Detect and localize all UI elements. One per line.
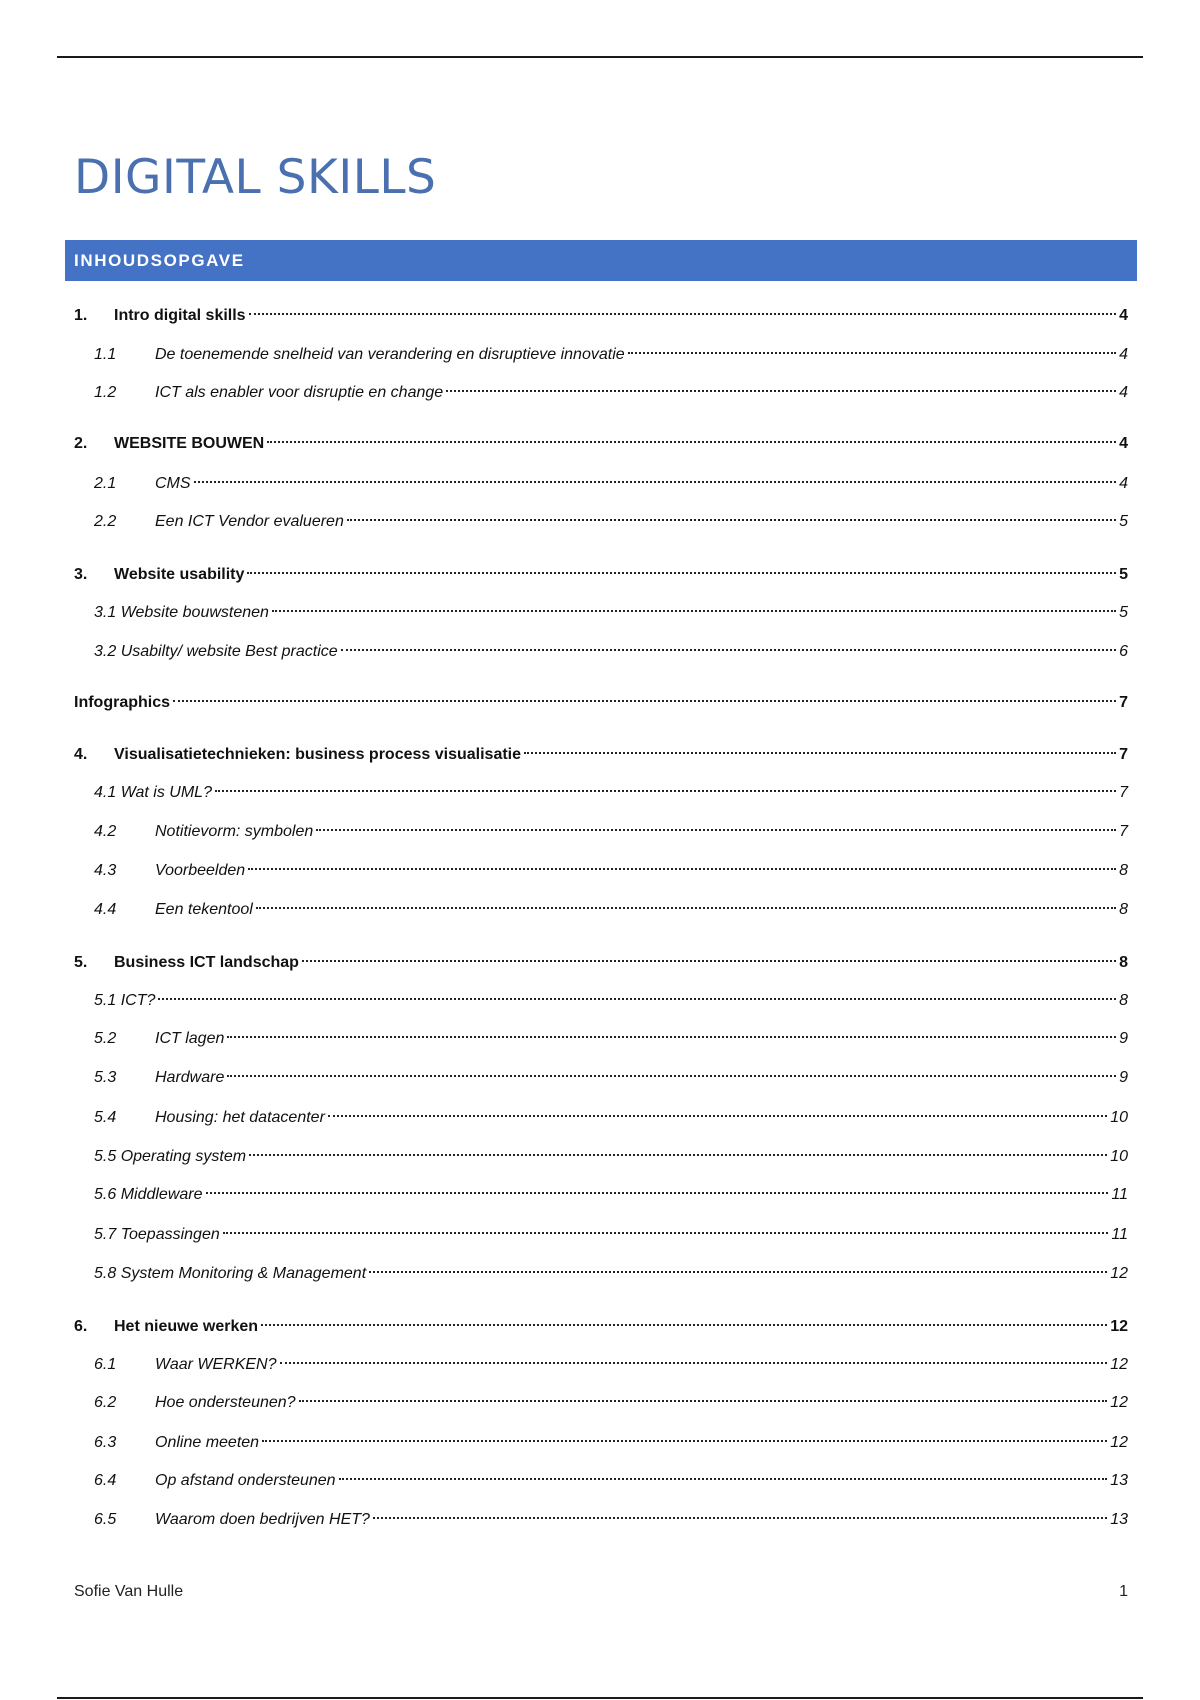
toc-entry-title: Hoe ondersteunen? [155,1394,296,1411]
toc-entry-number: 4.3 [94,862,117,879]
toc-entry-page: 7 [1119,746,1128,763]
footer-author: Sofie Van Hulle [74,1583,184,1600]
toc-entry-page: 4 [1119,307,1128,324]
toc-entry-page: 6 [1119,643,1128,660]
toc-entry-page: 11 [1111,1226,1128,1243]
toc-entry-page: 10 [1110,1109,1128,1126]
toc-entry[interactable] [94,1145,1128,1169]
toc-entry[interactable] [74,304,1128,328]
toc-entry-page: 9 [1119,1030,1128,1047]
toc-entry[interactable] [74,563,1128,587]
toc-entry-title: Voorbeelden [155,862,246,879]
toc-entry-number: 5.3 [94,1069,117,1086]
toc-entry-title: Hardware [155,1069,225,1086]
toc-entry-title: 3.2 Usabilty/ website Best practice [94,643,338,660]
toc-entry[interactable] [94,859,1128,883]
toc-leader-dots [524,752,1116,754]
toc-entry-number: 5.4 [94,1109,117,1126]
toc-leader-dots [215,790,1116,792]
toc-entry[interactable] [94,1391,1128,1415]
toc-entry[interactable] [94,1223,1128,1247]
toc-entry-title: Op afstand ondersteunen [155,1472,336,1489]
toc-leader-dots [206,1192,1109,1194]
footer-page-number: 1 [1119,1583,1128,1600]
toc-entry-page: 5 [1119,513,1128,530]
toc-leader-dots [261,1324,1107,1326]
toc-entry[interactable] [94,1508,1128,1532]
toc-leader-dots [223,1232,1109,1234]
toc-entry-page: 8 [1119,954,1128,971]
toc-entry-number: 6.3 [94,1434,117,1451]
toc-entry[interactable] [94,898,1128,922]
toc-entry-page: 4 [1119,384,1128,401]
toc-entry-page: 12 [1110,1434,1128,1451]
toc-entry-title: 5.1 ICT? [94,992,156,1009]
document-title: DIGITAL SKILLS [74,150,437,205]
toc-entry-title: 5.5 Operating system [94,1148,247,1165]
toc-entry-title: Waar WERKEN? [155,1356,277,1373]
toc-entry-number: 5.2 [94,1030,117,1047]
toc-entry-title: ICT lagen [155,1030,225,1047]
toc-entry-title: Een tekentool [155,901,253,918]
toc-leader-dots [249,1154,1107,1156]
toc-entry-page: 12 [1110,1265,1128,1282]
toc-entry-title: WEBSITE BOUWEN [114,435,265,452]
toc-entry[interactable] [94,781,1128,805]
toc-entry[interactable] [94,472,1128,496]
toc-entry-title: Housing: het datacenter [155,1109,325,1126]
toc-heading: INHOUDSOPGAVE [74,250,245,270]
toc-entry-page: 8 [1119,901,1128,918]
toc-entry-number: 4.2 [94,823,117,840]
toc-leader-dots [328,1115,1107,1117]
toc-entry[interactable] [94,381,1128,405]
toc-entry[interactable] [94,1027,1128,1051]
toc-leader-dots [339,1478,1108,1480]
toc-entry-title: Business ICT landschap [114,954,299,971]
toc-entry-page: 4 [1119,346,1128,363]
toc-entry[interactable] [94,1431,1128,1455]
toc-entry-page: 8 [1119,862,1128,879]
toc-leader-dots [280,1362,1108,1364]
toc-leader-dots [227,1036,1116,1038]
toc-entry-number: 1.1 [94,346,117,363]
toc-entry-page: 8 [1119,992,1128,1009]
toc-entry-page: 4 [1119,475,1128,492]
toc-entry-number: 2.2 [94,513,117,530]
toc-entry-number: 1.2 [94,384,117,401]
toc-entry-page: 13 [1110,1472,1128,1489]
toc-entry-number: 6.2 [94,1394,117,1411]
toc-entry-page: 5 [1119,604,1128,621]
toc-entry-number: 4.4 [94,901,117,918]
toc-leader-dots [299,1400,1108,1402]
toc-entry-page: 12 [1110,1394,1128,1411]
toc-entry-title: CMS [155,475,191,492]
toc-entry-number: 1. [74,307,88,324]
toc-entry-title: Visualisatietechnieken: business process visualisatie [114,746,522,763]
footer-rule [57,1697,1143,1699]
toc-entry-title: 5.6 Middleware [94,1186,203,1203]
toc-entry-title: 5.8 System Monitoring & Management [94,1265,367,1282]
toc-leader-dots [267,441,1116,443]
toc-leader-dots [227,1075,1116,1077]
toc-leader-dots [173,700,1116,702]
toc-leader-dots [194,481,1117,483]
toc-entry-page: 12 [1110,1318,1128,1335]
toc-entry[interactable] [94,1353,1128,1377]
toc-entry-title: Het nieuwe werken [114,1318,259,1335]
toc-entry[interactable] [74,691,1128,715]
toc-entry-title: Online meeten [155,1434,260,1451]
toc-leader-dots [302,960,1116,962]
toc-leader-dots [247,572,1116,574]
toc-leader-dots [256,907,1116,909]
toc-entry-title: 5.7 Toepassingen [94,1226,220,1243]
toc-entry-number: 6.1 [94,1356,117,1373]
toc-leader-dots [347,519,1116,521]
toc-entry-title: Intro digital skills [114,307,246,324]
toc-entry-number: 2.1 [94,475,117,492]
toc-entry-page: 7 [1119,694,1128,711]
toc-entry[interactable] [94,1066,1128,1090]
toc-entry[interactable] [74,1315,1128,1339]
toc-entry-number: 5. [74,954,88,971]
toc-entry-number: 3. [74,566,88,583]
toc-entry-page: 13 [1110,1511,1128,1528]
toc-entry[interactable] [94,640,1128,664]
toc-leader-dots [262,1440,1107,1442]
toc-entry-title: 4.1 Wat is UML? [94,784,212,801]
toc-entry[interactable] [94,1183,1128,1207]
toc-leader-dots [249,313,1117,315]
toc-entry[interactable] [74,432,1128,456]
toc-entry-title: Website usability [114,566,245,583]
toc-leader-dots [316,829,1116,831]
toc-entry-page: 12 [1110,1356,1128,1373]
toc-entry-page: 7 [1119,823,1128,840]
toc-entry[interactable] [74,951,1128,975]
toc-leader-dots [272,610,1116,612]
toc-entry-number: 6.4 [94,1472,117,1489]
toc-leader-dots [446,390,1116,392]
toc-entry[interactable] [94,989,1128,1013]
toc-entry-title: Waarom doen bedrijven HET? [155,1511,370,1528]
toc-entry[interactable] [94,510,1128,534]
toc-entry-page: 4 [1119,435,1128,452]
toc-leader-dots [373,1517,1107,1519]
toc-entry-number: 6.5 [94,1511,117,1528]
toc-entry[interactable] [74,743,1128,767]
toc-entry-page: 10 [1110,1148,1128,1165]
toc-entry-title: Notitievorm: symbolen [155,823,314,840]
toc-leader-dots [248,868,1116,870]
toc-entry-title: De toenemende snelheid van verandering en disruptieve innovatie [155,346,625,363]
toc-leader-dots [341,649,1116,651]
toc-entry-number: 2. [74,435,88,452]
toc-entry-title: 3.1 Website bouwstenen [94,604,269,621]
toc-entry-page: 5 [1119,566,1128,583]
toc-entry[interactable] [94,1262,1128,1286]
toc-entry-page: 7 [1119,784,1128,801]
toc-leader-dots [628,352,1116,354]
toc-entry-number: 4. [74,746,88,763]
toc-entry-title: Een ICT Vendor evalueren [155,513,344,530]
toc-entry-title: ICT als enabler voor disruptie en change [155,384,444,401]
toc-entry-title: Infographics [74,694,171,711]
toc-entry[interactable] [94,820,1128,844]
toc-entry[interactable] [94,1469,1128,1493]
toc-entry-number: 6. [74,1318,88,1335]
toc-entry[interactable] [94,601,1128,625]
toc-leader-dots [158,998,1116,1000]
toc-entry[interactable] [94,1106,1128,1130]
toc-entry[interactable] [94,343,1128,367]
toc-entry-page: 9 [1119,1069,1128,1086]
toc-leader-dots [369,1271,1107,1273]
toc-entry-page: 11 [1111,1186,1128,1203]
